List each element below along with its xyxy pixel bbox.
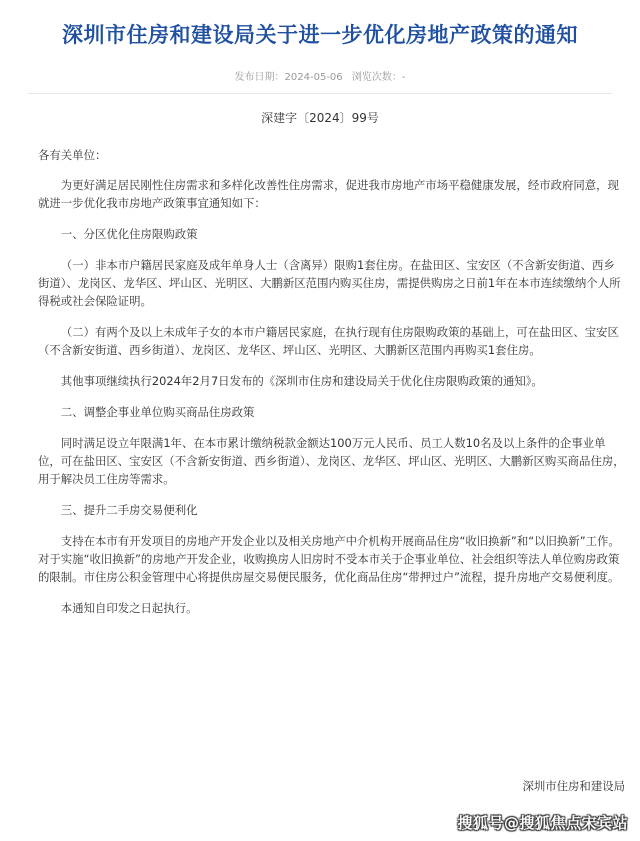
view-count: [352, 72, 406, 83]
article-body: [38, 146, 626, 617]
salutation: 各有关单位：: [38, 148, 107, 162]
issuing-authority: 深圳市住房和建设局: [522, 779, 625, 793]
page-title: 深圳市住房和建设局关于进一步优化房地产政策的通知: [62, 23, 578, 47]
view-count-value: -: [401, 72, 406, 83]
effective-notice: 本通知自印发之日起执行。: [60, 601, 198, 615]
article-meta: [0, 71, 640, 85]
section-heading-2: 二、调整企事业单位购买商品住房政策: [60, 405, 255, 419]
view-count-label: 浏览次数：: [351, 72, 402, 83]
clause-1-1: （一）非本市户籍居民家庭及成年单身人士（含离异）限购1套住房。在盐田区、宝安区（不含新安街道、西乡街道）、龙岗区、龙华区、坪山区、光明区、大鹏新区范围内购买住房，需提供购房之日前1年在本市连续缴纳个人所得税或社会保险证明。: [38, 258, 621, 308]
section-heading-1: 一、分区优化住房限购政策: [60, 227, 198, 241]
section-heading-3: 三、提升二手房交易便利化: [60, 503, 198, 517]
publish-date-value: 2024-05-06: [284, 72, 343, 83]
source-watermark: 搜狐号@搜狐焦点宋宾站: [457, 814, 628, 832]
publish-date-label: 发布日期：: [234, 72, 285, 83]
clause-3: 支持在本市有开发项目的房地产开发企业以及相关房地产中介机构开展商品住房“收旧换新”和“以旧换新”工作。对于实施“收旧换新”的房地产开发企业，收购换房人旧房时不受本市关于企事业单位、社会组织等法人单位购房政策的限制。市住房公积金管理中心将提供房屋交易便民服务，优化商品住房“带押过户”流程，提升房地产交易便利度。: [38, 534, 620, 584]
header-divider: [28, 93, 612, 94]
clause-2: 同时满足设立年限满1年、在本市累计缴纳税款金额达100万元人民币、员工人数10名及以上条件的企事业单位，可在盐田区、宝安区（不含新安街道、西乡街道）、龙岗区、龙华区、坪山区、光明区、大鹏新区购买商品住房，用于解决员工住房等需求。: [38, 436, 625, 486]
clause-1-other: 其他事项继续执行2024年2月7日发布的《深圳市住房和建设局关于优化住房限购政策的通知》。: [60, 374, 543, 388]
publish-date: [235, 72, 343, 83]
clause-1-2: （二）有两个及以上未成年子女的本市户籍居民家庭，在执行现有住房限购政策的基础上，可在盐田区、宝安区（不含新安街道、西乡街道）、龙岗区、龙华区、坪山区、光明区、大鹏新区范围内再购买1套住房。: [38, 325, 619, 357]
document-number: 深建字〔2024〕99号: [261, 111, 379, 125]
intro-paragraph: 为更好满足居民刚性住房需求和多样化改善性住房需求，促进我市房地产市场平稳健康发展，经市政府同意，现就进一步优化我市房地产政策事宜通知如下：: [38, 178, 619, 210]
